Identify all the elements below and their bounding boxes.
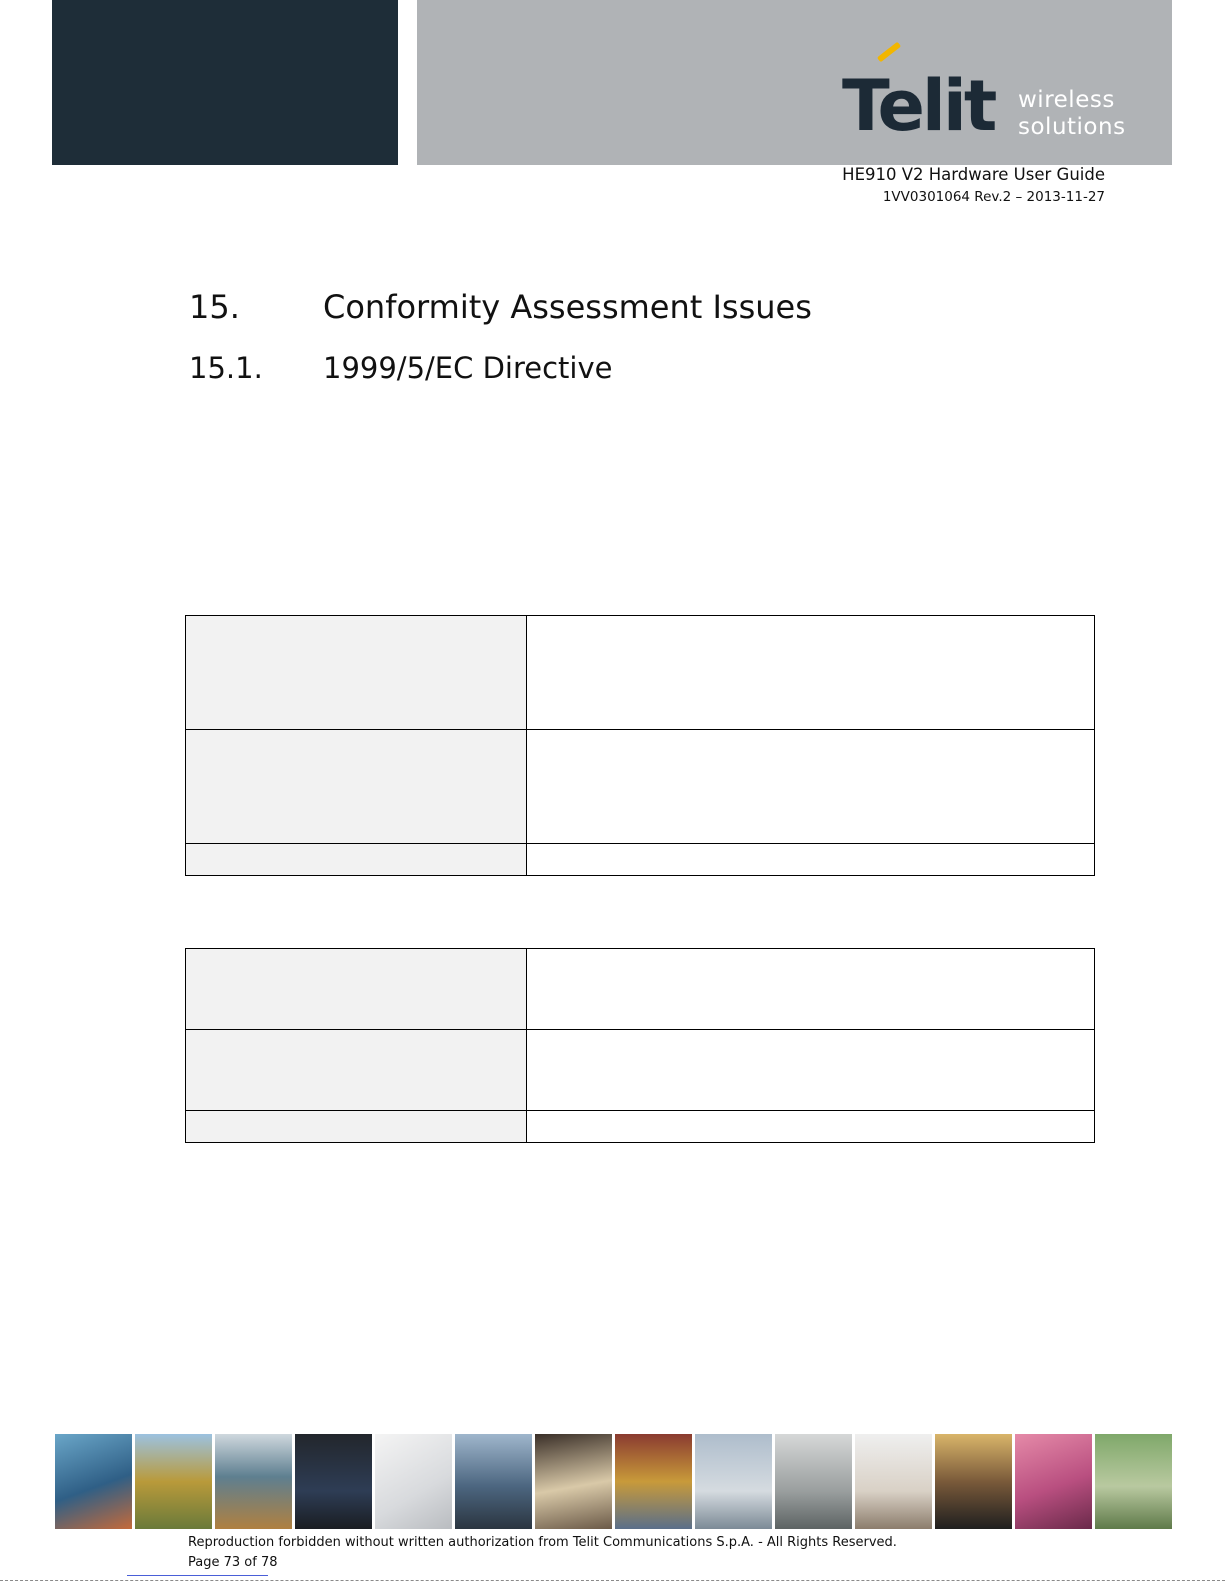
footer-photo: [375, 1434, 452, 1529]
logo-accent-mark: [877, 42, 901, 63]
table-row: [186, 1030, 1095, 1111]
declaration-table-1: [185, 615, 1095, 876]
logo-tagline-line2: solutions: [1018, 114, 1126, 140]
footer-photo: [135, 1434, 212, 1529]
footer-photo: [935, 1434, 1012, 1529]
footer-photo-strip: [55, 1434, 1172, 1529]
page-bottom-dashed-divider: [0, 1580, 1225, 1581]
subsection-heading: [189, 351, 612, 385]
subsection-title: 1999/5/EC Directive: [323, 351, 613, 385]
footer-photo: [1095, 1434, 1172, 1529]
table-label-cell: [186, 844, 527, 876]
footer-page-number: Page 73 of 78: [188, 1555, 278, 1570]
footer-photo: [775, 1434, 852, 1529]
table-row: [186, 616, 1095, 730]
footer-photo: [455, 1434, 532, 1529]
footer-copyright: Reproduction forbidden without written authorization from Telit Communications S.p.A. - All Rights Reserved.: [188, 1535, 897, 1550]
footer-photo: [855, 1434, 932, 1529]
section-number: 15.: [189, 288, 240, 326]
subsection-number: 15.1.: [189, 351, 263, 385]
footer-photo: [695, 1434, 772, 1529]
table-label-cell: [186, 730, 527, 844]
logo-wordmark: Telit: [842, 65, 995, 147]
table-value-cell: [527, 730, 1095, 844]
logo-tagline: [1018, 87, 1126, 141]
table-label-cell: [186, 1111, 527, 1143]
table-value-cell: [527, 949, 1095, 1030]
table-row: [186, 1111, 1095, 1143]
footer-photo: [535, 1434, 612, 1529]
table-row: [186, 730, 1095, 844]
footer-photo: [615, 1434, 692, 1529]
logo-tagline-line1: wireless: [1018, 87, 1115, 113]
table-value-cell: [527, 844, 1095, 876]
table-value-cell: [527, 616, 1095, 730]
footer-photo: [215, 1434, 292, 1529]
declaration-table-2: [185, 948, 1095, 1143]
footer-photo: [295, 1434, 372, 1529]
document-title: HE910 V2 Hardware User Guide: [842, 165, 1105, 184]
table-value-cell: [527, 1030, 1095, 1111]
section-heading: [189, 288, 812, 326]
footer-underline: [127, 1575, 268, 1576]
section-title: Conformity Assessment Issues: [323, 288, 812, 326]
telit-logo: [842, 45, 1142, 145]
table-row: [186, 949, 1095, 1030]
table-value-cell: [527, 1111, 1095, 1143]
table-label-cell: [186, 949, 527, 1030]
footer-photo: [1015, 1434, 1092, 1529]
table-label-cell: [186, 1030, 527, 1111]
footer-photo: [55, 1434, 132, 1529]
table-label-cell: [186, 616, 527, 730]
header-dark-panel: [52, 0, 398, 165]
table-row: [186, 844, 1095, 876]
document-revision: 1VV0301064 Rev.2 – 2013-11-27: [882, 189, 1105, 205]
